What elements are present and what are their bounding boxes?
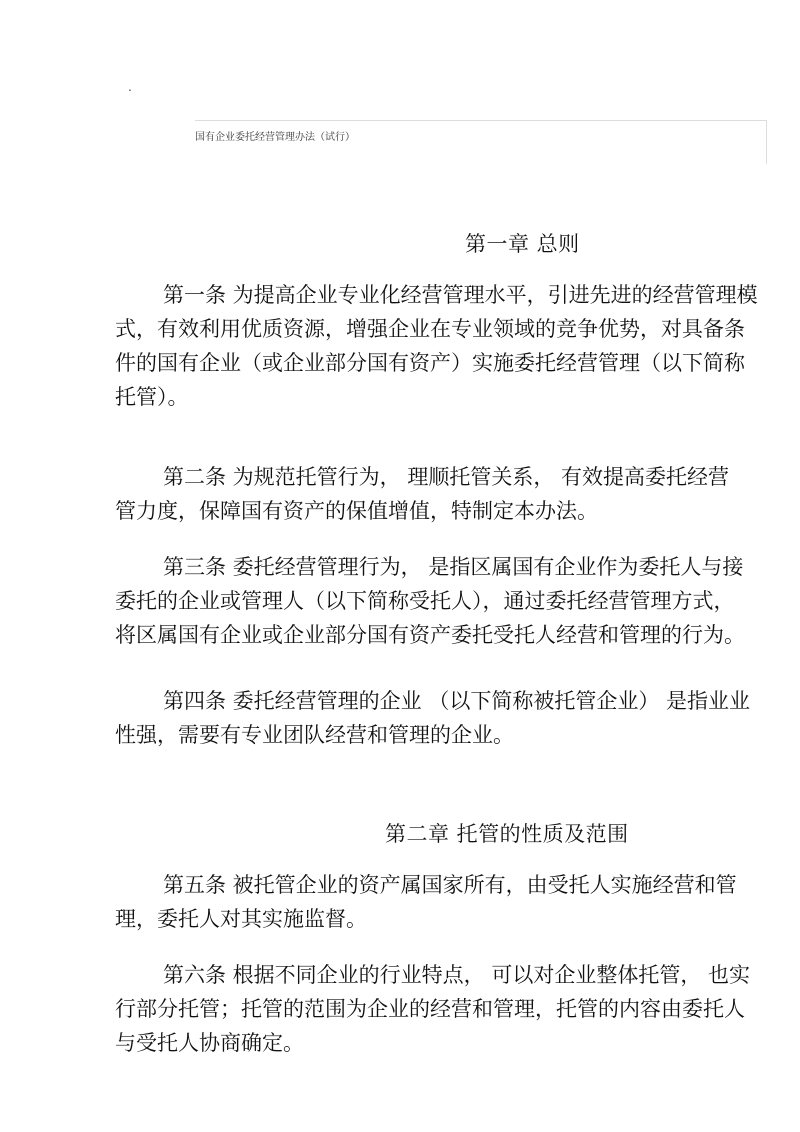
- article-line: 将区属国有企业或企业部分国有资产委托受托人经营和管理的行为。: [115, 623, 745, 647]
- running-header: 国有企业委托经营管理办法（试行）: [195, 132, 355, 143]
- article-line: 式，有效利用优质资源，增强企业在专业领域的竞争优势，对具备条: [115, 317, 745, 341]
- article-2: [115, 460, 800, 528]
- article-line: 第四条 委托经营管理的企业 （以下简称被托管企业） 是指业业: [163, 689, 751, 713]
- header-rule-tick: [766, 120, 767, 164]
- page-mark: .: [128, 80, 132, 94]
- article-line: 第六条 根据不同企业的行业特点， 可以对企业整体托管， 也实: [163, 963, 751, 987]
- article-line: 件的国有企业（或企业部分国有资产）实施委托经营管理（以下简称: [115, 351, 745, 375]
- article-line: 与受托人协商确定。: [115, 1031, 304, 1055]
- article-line: 第二条 为规范托管行为， 理顺托管关系， 有效提高委托经营: [163, 465, 730, 489]
- article-line: 第一条 为提高企业专业化经营管理水平，引进先进的经营管理模: [163, 283, 758, 307]
- article-line: 托管）。: [115, 385, 189, 409]
- article-line: 性强，需要有专业团队经营和管理的企业。: [115, 723, 514, 747]
- article-line: 管力度，保障国有资产的保值增值，特制定本办法。: [115, 499, 598, 523]
- article-3: [115, 550, 800, 652]
- chapter-title: 第二章 托管的性质及范围: [385, 822, 629, 846]
- article-line: 委托的企业或管理人（以下简称受托人），通过委托经营管理方式，: [115, 589, 735, 613]
- article-5: [115, 868, 800, 936]
- chapter-title: 第一章 总则: [465, 232, 580, 256]
- article-4: [115, 684, 800, 752]
- article-1: [115, 278, 800, 414]
- article-line: 行部分托管；托管的范围为企业的经营和管理，托管的内容由委托人: [115, 997, 745, 1021]
- header-rule: [195, 120, 767, 121]
- article-line: 第三条 委托经营管理行为， 是指区属国有企业作为委托人与接: [163, 555, 744, 579]
- article-6: [115, 958, 800, 1060]
- article-line: 第五条 被托管企业的资产属国家所有，由受托人实施经营和管: [163, 873, 737, 897]
- article-line: 理，委托人对其实施监督。: [115, 907, 367, 931]
